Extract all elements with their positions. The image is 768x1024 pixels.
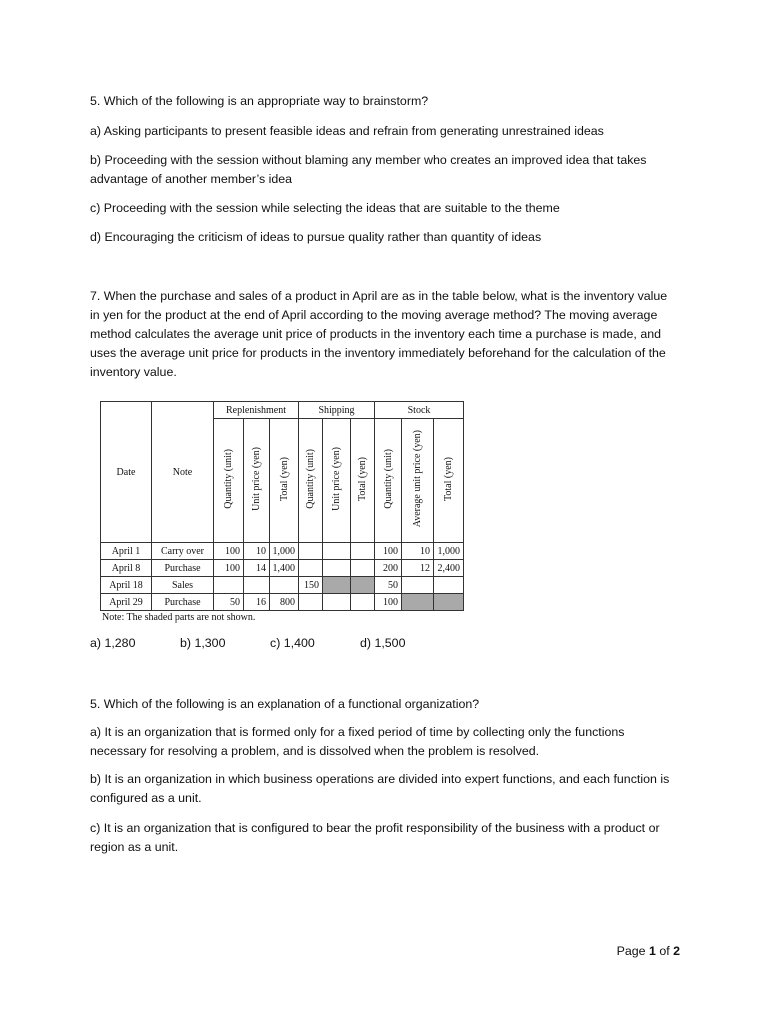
shaded-cell: [323, 577, 351, 594]
q5a-option-b: b) Proceeding with the session without blaming any member who creates an improved idea that takes advantage of another member’s idea: [90, 153, 647, 186]
cell-date: April 29: [101, 594, 152, 611]
q7-answer-b: b) 1,300: [180, 636, 226, 650]
q5a-option-a: a) Asking participants to present feasible ideas and refrain from generating unrestrained ideas: [90, 124, 604, 138]
cell: 100: [214, 560, 244, 577]
q5b-option-a: a) It is an organization that is formed only for a fixed period of time by collecting only the functions necessary for resolving a problem, and is dissolved when the problem is resolved.: [90, 725, 625, 758]
cell-note: Purchase: [152, 594, 214, 611]
subheader-shipping-quantity: Quantity (unit): [305, 449, 316, 509]
cell: 100: [375, 543, 402, 560]
cell: [402, 577, 434, 594]
cell: 1,400: [270, 560, 299, 577]
cell: 100: [214, 543, 244, 560]
cell: 2,400: [434, 560, 464, 577]
cell: [323, 543, 351, 560]
q5b-option-b: b) It is an organization in which business operations are divided into expert functions, and each function is configured as a unit.: [90, 772, 670, 805]
cell: [351, 594, 375, 611]
shaded-cell: [351, 577, 375, 594]
cell-note: Sales: [152, 577, 214, 594]
cell: 200: [375, 560, 402, 577]
cell: 50: [375, 577, 402, 594]
cell: [299, 543, 323, 560]
cell: 800: [270, 594, 299, 611]
q5a-option-d: d) Encouraging the criticism of ideas to pursue quality rather than quantity of ideas: [90, 230, 542, 244]
shaded-cell: [434, 594, 464, 611]
cell: [323, 560, 351, 577]
table-row: [101, 594, 464, 611]
cell: [351, 543, 375, 560]
group-shipping: Shipping: [299, 402, 375, 419]
q7-question: 7. When the purchase and sales of a product in April are as in the table below, what is the inventory value in yen for the product at the end of April according to the moving average method? The moving average method calculates the average unit price of products in the inventory each time a purchase is made, and uses the average unit price for products in the inventory immediately beforehand for the calculation of the inventory value.: [90, 289, 668, 379]
subheader-replenishment-quantity: Quantity (unit): [223, 449, 234, 509]
q5b-option-c: c) It is an organization that is configured to bear the profit responsibility of the business with a product or region as a unit.: [90, 821, 660, 854]
cell: 16: [244, 594, 270, 611]
table-row: [101, 560, 464, 577]
cell: [214, 577, 244, 594]
cell: 100: [375, 594, 402, 611]
page-prefix: Page: [616, 944, 649, 958]
table-note: Note: The shaded parts are not shown.: [102, 612, 256, 623]
inventory-table: [100, 401, 464, 611]
cell: 1,000: [270, 543, 299, 560]
page-number: [600, 944, 680, 958]
subheader-replenishment-unit-price: Unit price (yen): [251, 447, 262, 511]
cell: [299, 560, 323, 577]
cell: 1,000: [434, 543, 464, 560]
q7-answer-c: c) 1,400: [270, 636, 315, 650]
cell: 10: [402, 543, 434, 560]
cell: 12: [402, 560, 434, 577]
q7-answer-d: d) 1,500: [360, 636, 406, 650]
cell: [244, 577, 270, 594]
page-current: 1: [648, 944, 656, 958]
subheader-replenishment-total: Total (yen): [278, 456, 290, 501]
q5a-option-c: c) Proceeding with the session while selecting the ideas that are suitable to the theme: [90, 201, 560, 215]
cell: [270, 577, 299, 594]
subheader-shipping-unit-price: Unit price (yen): [331, 447, 342, 511]
table-row: [101, 577, 464, 594]
cell-date: April 1: [101, 543, 152, 560]
page-middle: of: [655, 944, 674, 958]
cell: 150: [299, 577, 323, 594]
cell: [351, 560, 375, 577]
cell: [434, 577, 464, 594]
cell: 10: [244, 543, 270, 560]
cell: [323, 594, 351, 611]
date-header: Date: [101, 402, 152, 543]
note-header: Note: [152, 402, 214, 543]
shaded-cell: [402, 594, 434, 611]
subheader-shipping-total: Total (yen): [357, 456, 368, 501]
subheader-stock-total: Total (yen): [443, 456, 454, 501]
q7-answer-a: a) 1,280: [90, 636, 136, 650]
page-total: 2: [673, 944, 680, 958]
cell: 50: [214, 594, 244, 611]
cell-date: April 18: [101, 577, 152, 594]
group-stock: Stock: [375, 402, 464, 419]
table-row: [101, 543, 464, 560]
cell: 14: [244, 560, 270, 577]
cell: [299, 594, 323, 611]
subheader-stock-quantity: Quantity (unit): [382, 449, 394, 509]
q5b-question: 5. Which of the following is an explanation of a functional organization?: [90, 697, 480, 711]
group-replenishment: Replenishment: [214, 402, 299, 419]
subheader-stock-average-price: Average unit price (yen): [412, 430, 423, 528]
q5a-question: 5. Which of the following is an appropriate way to brainstorm?: [90, 94, 429, 108]
cell-note: Purchase: [152, 560, 214, 577]
cell-date: April 8: [101, 560, 152, 577]
q7-answers: [90, 636, 690, 656]
cell-note: Carry over: [152, 543, 214, 560]
